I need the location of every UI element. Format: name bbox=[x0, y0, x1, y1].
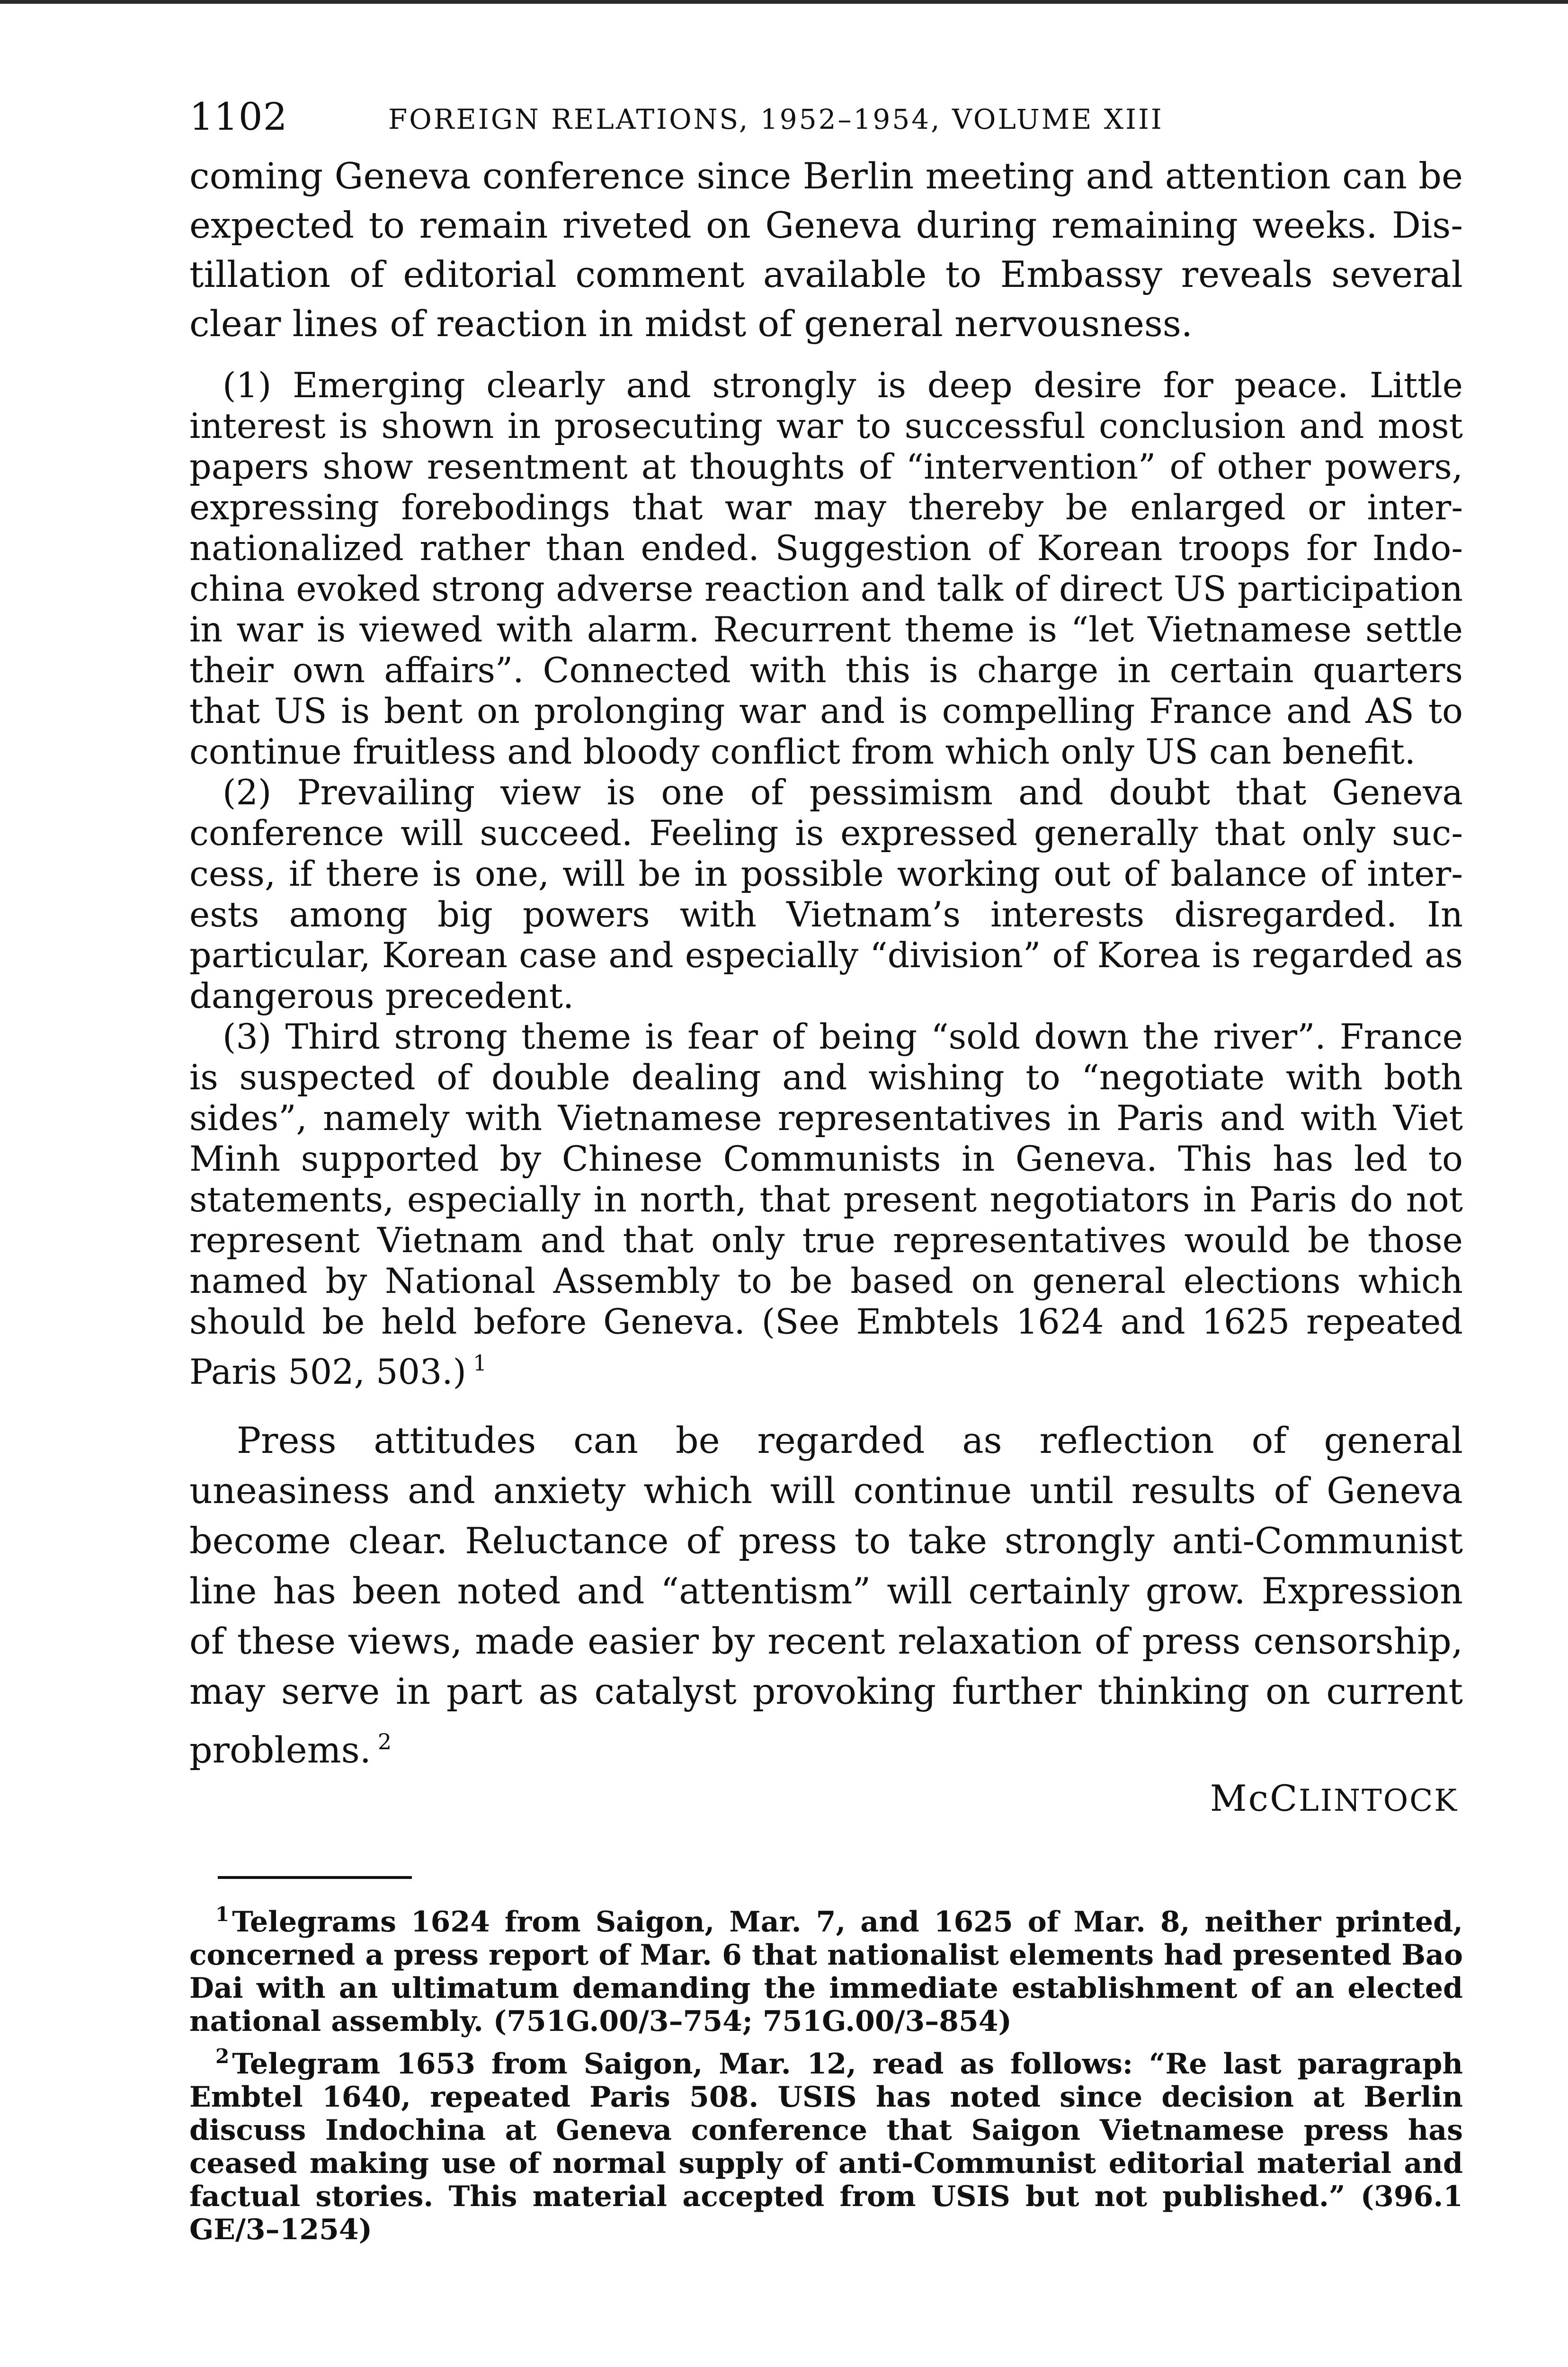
page-number: 1102 bbox=[189, 95, 288, 139]
footnote-2-text: Telegram 1653 from Saigon, Mar. 12, read as follows: “Re last paragraph Embtel 1640, repeated Paris 508. USIS has noted since decision at Berlin discuss Indochina at Geneva conference that Saigon Vietnamese press has ceased making use of normal supply of anti-Communist editorial material and factual stories. This material accepted from USIS but not published.” (396.1 GE/3–1254) bbox=[189, 2047, 1463, 2246]
point-2-paragraph: (2) Prevailing view is one of pessimism and doubt that Geneva conference will succeed. Feeling is expressed generally that only success, if there is one, will be in possible working out of balance of interests among big powers with Vietnam’s interests disregarded. In particular, Korean case and especially “division” of Korea is regarded as dangerous precedent. bbox=[189, 773, 1463, 1016]
footnote-ref-2: 2 bbox=[377, 1729, 392, 1754]
footnote-1-text: Telegrams 1624 from Saigon, Mar. 7, and 1625 of Mar. 8, neither printed, concerned a press report of Mar. 6 that nationalist elements had presented Bao Dai with an ultimatum demanding the immediate establishment of an elected national assembly. (751G.00/3–754; 751G.00/3–854) bbox=[189, 1905, 1463, 2038]
document-page bbox=[189, 85, 1463, 2246]
signature-initial: McC bbox=[1210, 1777, 1299, 1819]
point-1-paragraph: (1) Emerging clearly and strongly is deep desire for peace. Little interest is shown in prosecuting war to successful conclusion and most papers show resentment at thoughts of “intervention” of other powers, expressing forebodings that war may thereby be enlarged or internationalized rather than ended. Suggestion of Korean troops for Indochina evoked strong adverse reaction and talk of direct US participation in war is viewed with alarm. Recurrent theme is “let Vietnamese settle their own affairs”. Connected with this is charge in certain quarters that US is bent on prolonging war and is compelling France and AS to continue fruitless and bloody conflict from which only US can benefit. bbox=[189, 365, 1463, 772]
point-3-paragraph bbox=[189, 1017, 1463, 1393]
footnote-2 bbox=[189, 2040, 1463, 2246]
footnotes bbox=[189, 1898, 1463, 2246]
running-header bbox=[189, 85, 1463, 151]
closing-paragraph bbox=[189, 1415, 1463, 1775]
footnote-1 bbox=[189, 1898, 1463, 2038]
signature bbox=[189, 1777, 1458, 1819]
point-3-text: (3) Third strong theme is fear of being “sold down the river”. France is suspected of double dealing and wishing to “negotiate with both sides”, namely with Vietnamese representatives in Paris and with Viet Minh supported by Chinese Communists in Geneva. This has led to statements, especially in north, that present negotiators in Paris do not represent Vietnam and that only true representatives would be those named by National Assembly to be based on general elections which should be held before Geneva. (See Embtels 1624 and 1625 repeated Paris 502, 503.) bbox=[189, 1017, 1463, 1392]
footnote-1-mark: 1 bbox=[215, 1903, 230, 1926]
footnote-ref-1: 1 bbox=[473, 1350, 487, 1376]
footnote-2-mark: 2 bbox=[215, 2045, 230, 2068]
top-border bbox=[0, 0, 1568, 4]
telegram-body bbox=[189, 151, 1463, 1819]
intro-paragraph: coming Geneva conference since Berlin meeting and attention can be expected to remain riveted on Geneva during remaining weeks. Distillation of editorial comment available to Embassy reveals several clear lines of reaction in midst of general nervousness. bbox=[189, 155, 1463, 345]
signature-rest: LINTOCK bbox=[1299, 1783, 1458, 1818]
footnote-divider bbox=[218, 1876, 412, 1879]
running-title: FOREIGN RELATIONS, 1952–1954, VOLUME XIII bbox=[388, 103, 1164, 135]
closing-text: Press attitudes can be regarded as reflection of general uneasiness and anxiety which will continue until results of Geneva become clear. Reluctance of press to take strongly anti-Communist line has been noted and “attentism” will certainly grow. Expression of these views, made easier by recent relaxation of press censorship, may serve in part as catalyst provoking further thinking on current problems. bbox=[189, 1419, 1463, 1771]
